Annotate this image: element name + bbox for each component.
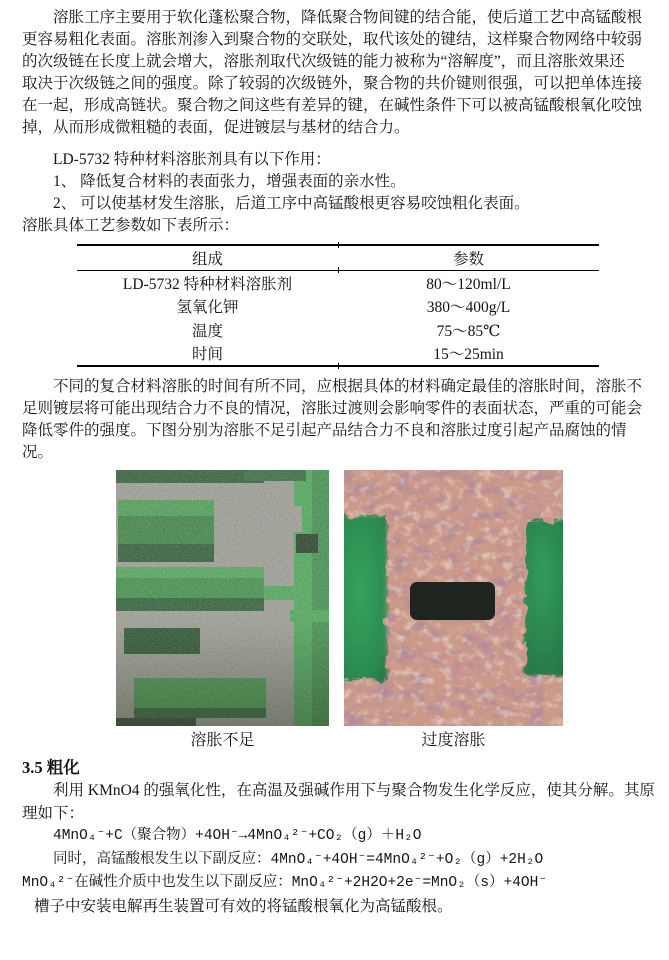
list-item-1: 1、 降低复合材料的表面张力，增强表面的亲水性。 — [53, 173, 406, 190]
photo-grain — [344, 470, 563, 726]
table-cell: LD-5732 特种材料溶胀剂 — [122, 275, 293, 293]
text-line: 溶胀工序主要用于软化蓬松聚合物，降低聚合物间键的结合能，使后道工艺中高锰酸根 — [53, 9, 643, 26]
regeneration-note: 槽子中安装电解再生装置可有效的将锰酸根氧化为高锰酸根。 — [34, 898, 453, 916]
table-row — [77, 271, 599, 295]
column-divider-tick — [338, 267, 339, 273]
section-roughening-body — [22, 779, 655, 918]
text-line: 在一起，形成高链状。聚合物之间这些有差异的键，在碱性条件下可以被高锰酸根氧化咬蚀 — [22, 97, 643, 114]
text-line: 取决于次级链之间的强度。除了较弱的次级链外，聚合物的共价键则很强，可以把单体连接 — [22, 75, 643, 92]
table-cell: 15～25min — [433, 346, 504, 364]
text-line: 理如下： — [22, 805, 85, 823]
table-cell: 75～85℃ — [436, 322, 501, 340]
table-header-parameter: 参数 — [452, 251, 484, 268]
column-divider-tick — [338, 363, 339, 369]
table-cell: 氢氧化钾 — [176, 299, 239, 317]
text-line: 更容易粗化表面。溶胀剂渗入到聚合物的交联处，取代该处的键结，这样聚合物网络中较弱 — [22, 31, 643, 48]
text-line: 况。 — [22, 444, 54, 461]
chemical-formula-main: 4MnO₄⁻+C（聚合物）+4OH⁻→4MnO₄²⁻+CO₂（g）＋H₂O — [53, 828, 422, 845]
table-row — [77, 295, 599, 319]
photo-vignette — [116, 470, 329, 726]
text-line: 的次级链在长度上就会增大，溶胀剂取代次级链的能力被称为“溶解度”，而且溶胀效果还 — [22, 53, 625, 70]
text-line: 利用 KMnO4 的强氧化性，在高温及强碱作用下与聚合物发生化学反应，使其分解。其原 — [53, 782, 655, 799]
text-line: 掉，从而形成微粗糙的表面，促进镀层与基材的结合力。 — [22, 119, 410, 136]
text-line: 降低零件的强度。下图分别为溶胀不足引起产品结合力不良和溶胀过度引起产品腐蚀的情 — [22, 422, 627, 439]
chemical-formula-side-2: MnO₄²⁻在碱性介质中也发生以下副反应：MnO₄²⁻+2H2O+2e⁻=MnO₂（s）+4OH⁻ — [22, 874, 548, 891]
figure-insufficient-swelling-image — [116, 470, 329, 726]
table-cell: 温度 — [191, 322, 223, 340]
figure-row — [116, 470, 648, 726]
paragraph-swelling-intro — [22, 7, 648, 139]
paragraph-swelling-time — [22, 376, 648, 464]
section-heading-roughening: 3.5 粗化 — [22, 758, 80, 777]
table-lead-line: 溶胀具体工艺参数如下表所示： — [22, 217, 240, 234]
ld-agent-function-list — [22, 149, 648, 237]
chemical-formula-side-1: 同时，高锰酸根发生以下副反应：4MnO₄⁻+4OH⁻=4MnO₄²⁻+O₂（g）+2H₂O — [53, 851, 544, 868]
text-line: 不同的复合材料溶胀的时间有所不同，应根据具体的材料确定最佳的溶胀时间，溶胀不 — [53, 378, 643, 395]
column-divider-tick — [338, 242, 339, 248]
process-parameters-table — [77, 244, 599, 367]
table-cell: 80～120ml/L — [426, 275, 511, 293]
figure-excessive-swelling-image — [344, 470, 563, 726]
figure-captions — [116, 730, 648, 752]
table-cell: 时间 — [191, 346, 223, 364]
table-header-composition: 组成 — [191, 251, 223, 268]
ld-intro-line: LD-5732 特种材料溶胀剂具有以下作用： — [53, 151, 331, 168]
table-cell: 380～400g/L — [426, 299, 511, 317]
caption-excessive-swelling: 过度溶胀 — [421, 732, 486, 749]
table-row — [77, 318, 599, 342]
list-item-2: 2、 可以使基材发生溶胀，后道工序中高锰酸根更容易咬蚀粗化表面。 — [53, 195, 530, 212]
caption-insufficient-swelling: 溶胀不足 — [190, 732, 255, 749]
table-row — [77, 342, 599, 366]
text-line: 足则镀层将可能出现结合力不良的情况，溶胀过渡则会影响零件的表面状态，严重的可能会 — [22, 400, 643, 417]
